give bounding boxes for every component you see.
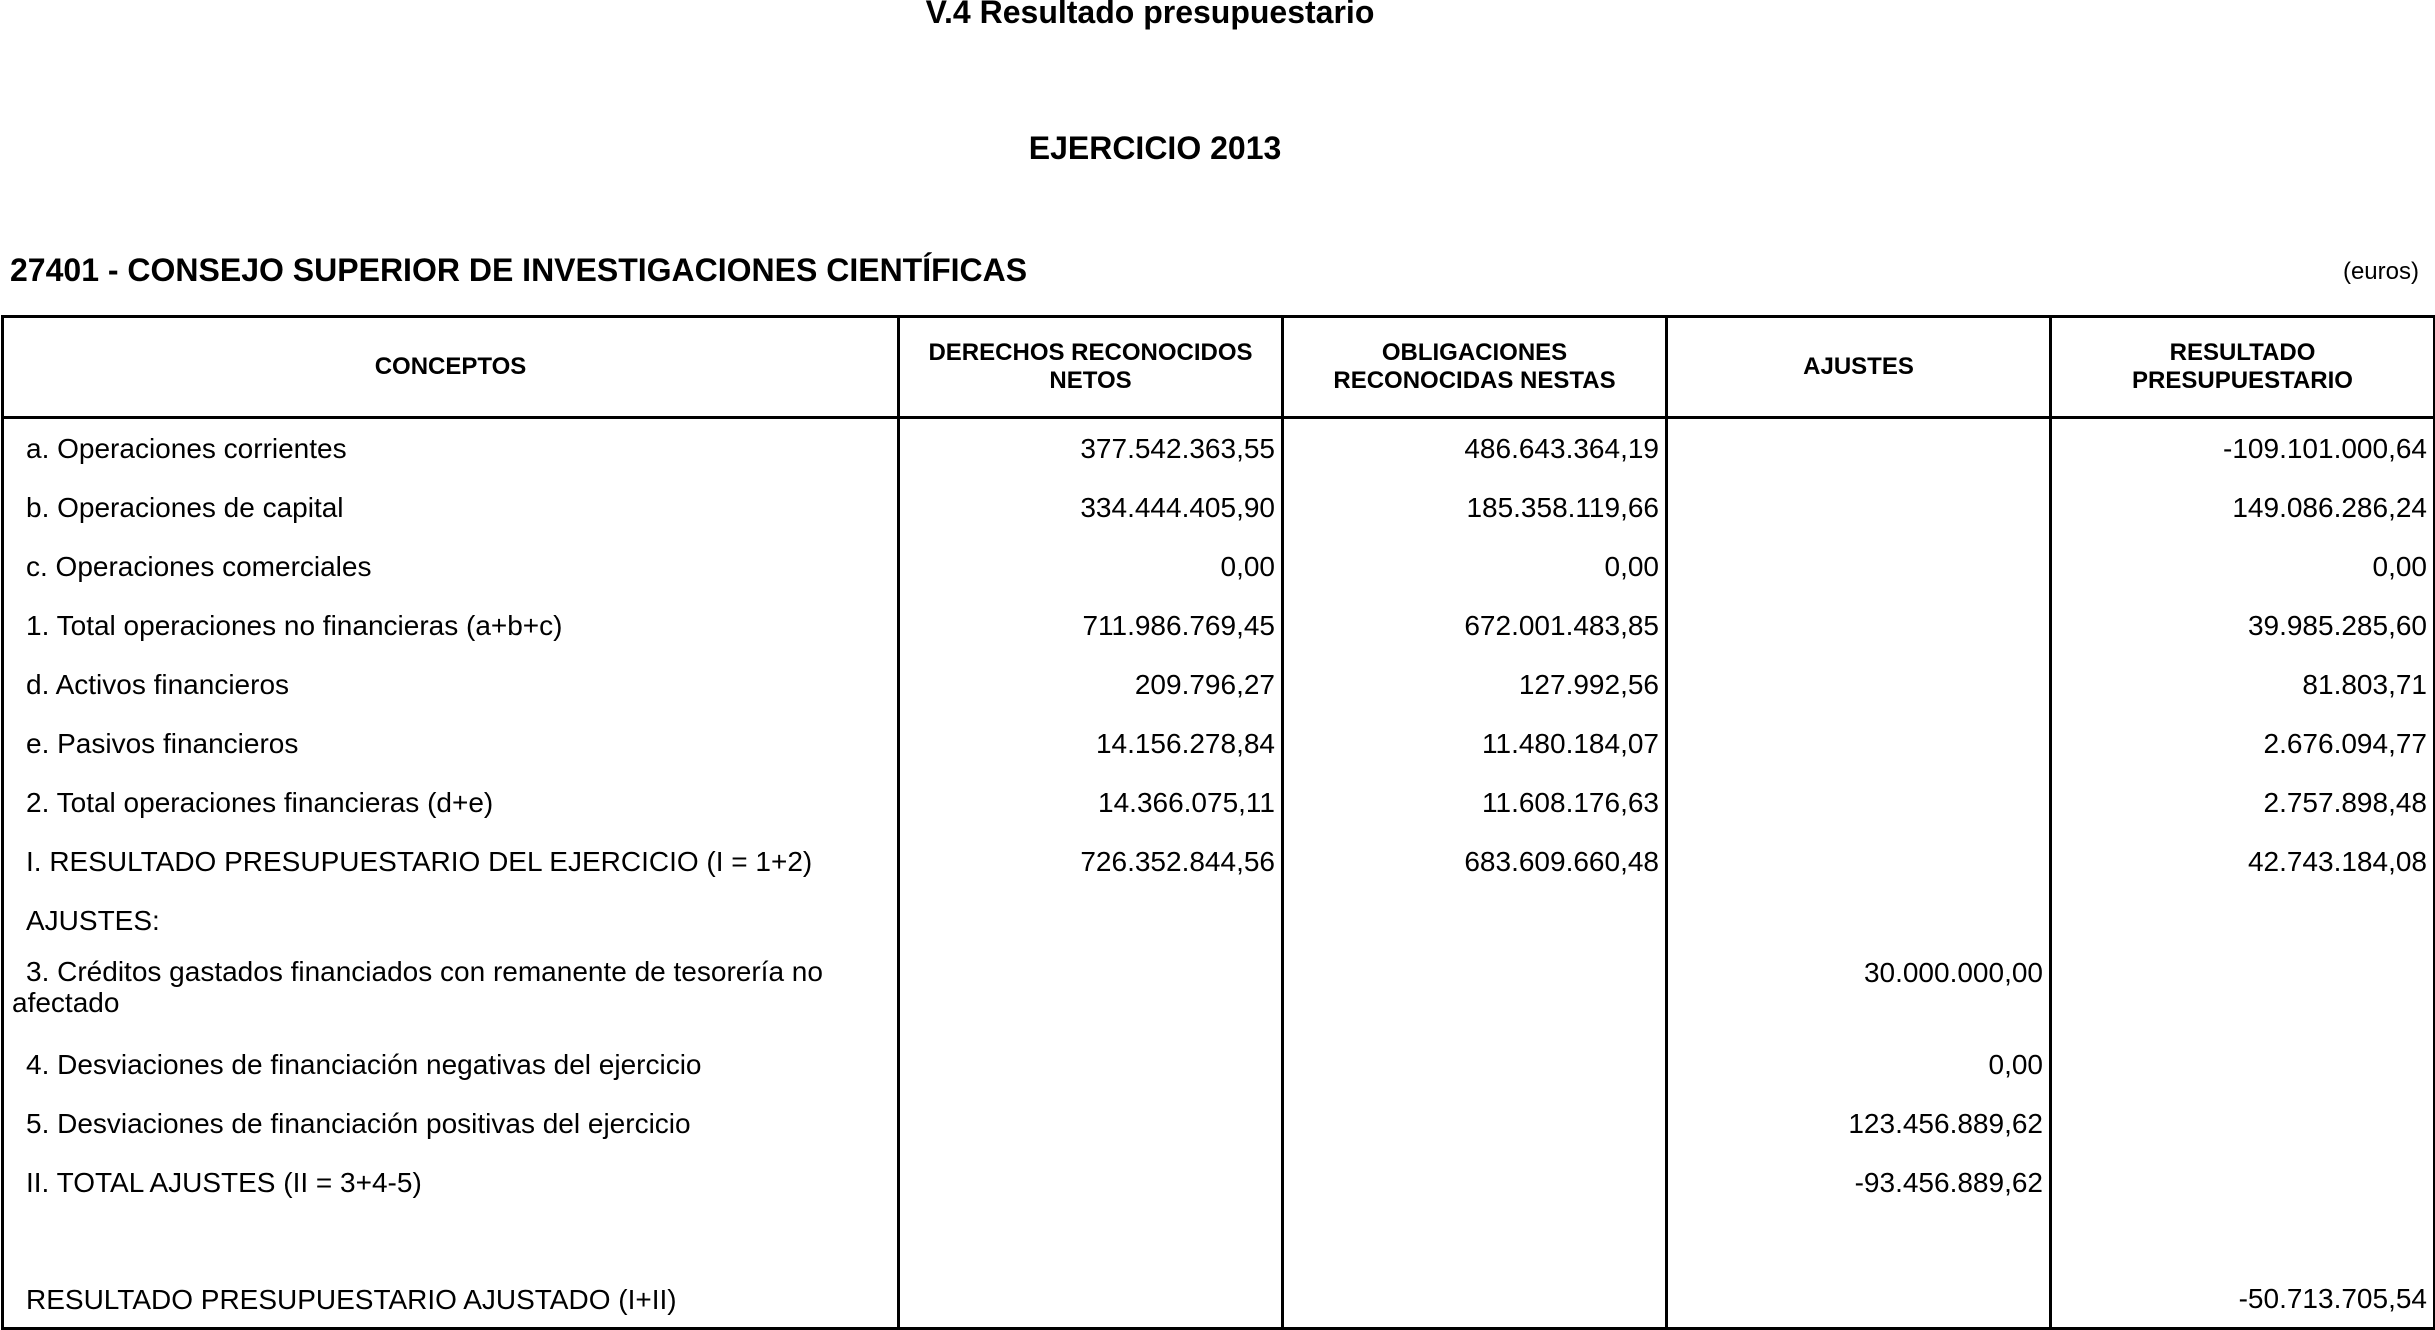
- header-obligations: [1283, 317, 1667, 418]
- adjustments-cell: [1667, 537, 2051, 596]
- concept-cell: I. RESULTADO PRESUPUESTARIO DEL EJERCICIO (I = 1+2): [3, 832, 899, 891]
- rights-cell: [899, 891, 1283, 950]
- rights-cell: 726.352.844,56: [899, 832, 1283, 891]
- adjustments-cell: [1667, 714, 2051, 773]
- rights-cell: 334.444.405,90: [899, 478, 1283, 537]
- concept-cell: AJUSTES:: [3, 891, 899, 950]
- adjustments-cell: [1667, 418, 2051, 479]
- header-concepts-label: CONCEPTOS: [374, 353, 527, 380]
- result-cell: 2.757.898,48: [2051, 773, 2435, 832]
- budget-result-table: [1, 315, 2435, 1330]
- adjustments-cell: [1667, 1212, 2051, 1271]
- adjustments-cell: [1667, 832, 2051, 891]
- section-title: V.4 Resultado presupuestario: [925, 0, 1375, 30]
- concept-cell: 3. Créditos gastados financiados con remanente de tesorería no afectado: [3, 950, 899, 1035]
- result-cell: 0,00: [2051, 537, 2435, 596]
- obligations-cell: [1283, 1035, 1667, 1094]
- obligations-cell: 0,00: [1283, 537, 1667, 596]
- obligations-cell: 672.001.483,85: [1283, 596, 1667, 655]
- concept-cell: c. Operaciones comerciales: [3, 537, 899, 596]
- table-row: [3, 714, 2435, 773]
- result-cell: [2051, 1212, 2435, 1271]
- header-rights: [899, 317, 1283, 418]
- table-row: [3, 418, 2435, 479]
- obligations-cell: [1283, 1094, 1667, 1153]
- table-row: [3, 478, 2435, 537]
- rights-cell: 14.156.278,84: [899, 714, 1283, 773]
- concept-cell: II. TOTAL AJUSTES (II = 3+4-5): [3, 1153, 899, 1212]
- concept-cell: e. Pasivos financieros: [3, 714, 899, 773]
- concept-cell: 5. Desviaciones de financiación positivas del ejercicio: [3, 1094, 899, 1153]
- result-cell: 42.743.184,08: [2051, 832, 2435, 891]
- rights-cell: 209.796,27: [899, 655, 1283, 714]
- obligations-cell: 185.358.119,66: [1283, 478, 1667, 537]
- table-row: [3, 537, 2435, 596]
- concept-cell: a. Operaciones corrientes: [3, 418, 899, 479]
- table-row: [3, 1035, 2435, 1094]
- adjustments-cell: 0,00: [1667, 1035, 2051, 1094]
- concept-cell: b. Operaciones de capital: [3, 478, 899, 537]
- concept-cell: 2. Total operaciones financieras (d+e): [3, 773, 899, 832]
- table-row: [3, 891, 2435, 950]
- adjustments-cell: [1667, 478, 2051, 537]
- rights-cell: [899, 1153, 1283, 1212]
- adjustments-cell: 123.456.889,62: [1667, 1094, 2051, 1153]
- obligations-cell: [1283, 891, 1667, 950]
- header-obligations-line1: OBLIGACIONES: [1381, 339, 1568, 366]
- concept-cell: [3, 1212, 899, 1271]
- header-obligations-line2: RECONOCIDAS NESTAS: [1333, 367, 1616, 394]
- entity-title: 27401 - CONSEJO SUPERIOR DE INVESTIGACIONES CIENTÍFICAS: [10, 252, 1028, 288]
- obligations-cell: [1283, 1212, 1667, 1271]
- header-adjustments-label: AJUSTES: [1803, 353, 1914, 380]
- table-row: [3, 1212, 2435, 1271]
- exercise-title: EJERCICIO 2013: [1028, 130, 1282, 166]
- rights-cell: [899, 950, 1283, 1035]
- table-row: [3, 773, 2435, 832]
- result-cell: -50.713.705,54: [2051, 1271, 2435, 1329]
- concept-cell: d. Activos financieros: [3, 655, 899, 714]
- table-row: [3, 596, 2435, 655]
- header-rights-line2: NETOS: [1049, 367, 1132, 394]
- rights-cell: 14.366.075,11: [899, 773, 1283, 832]
- header-adjustments: [1667, 317, 2051, 418]
- units-label: (euros): [2342, 258, 2419, 285]
- result-cell: 2.676.094,77: [2051, 714, 2435, 773]
- result-cell: [2051, 1094, 2435, 1153]
- rights-cell: [899, 1035, 1283, 1094]
- adjustments-cell: 30.000.000,00: [1667, 950, 2051, 1035]
- rights-cell: [899, 1212, 1283, 1271]
- concept-cell: 4. Desviaciones de financiación negativas del ejercicio: [3, 1035, 899, 1094]
- table-row: [3, 1094, 2435, 1153]
- header-result-line1: RESULTADO: [2169, 339, 2316, 366]
- obligations-cell: [1283, 950, 1667, 1035]
- adjustments-cell: [1667, 891, 2051, 950]
- obligations-cell: 683.609.660,48: [1283, 832, 1667, 891]
- adjustments-cell: [1667, 773, 2051, 832]
- table-row: [3, 1153, 2435, 1212]
- result-cell: 39.985.285,60: [2051, 596, 2435, 655]
- rights-cell: 711.986.769,45: [899, 596, 1283, 655]
- rights-cell: 377.542.363,55: [899, 418, 1283, 479]
- table-row: [3, 950, 2435, 1035]
- header-result-line2: PRESUPUESTARIO: [2132, 367, 2353, 394]
- adjustments-cell: [1667, 655, 2051, 714]
- obligations-cell: 127.992,56: [1283, 655, 1667, 714]
- result-cell: -109.101.000,64: [2051, 418, 2435, 479]
- table-row: [3, 655, 2435, 714]
- result-cell: [2051, 1153, 2435, 1212]
- table-header-row: [3, 317, 2435, 418]
- header-result: [2051, 317, 2435, 418]
- result-cell: 149.086.286,24: [2051, 478, 2435, 537]
- result-cell: [2051, 950, 2435, 1035]
- adjustments-cell: [1667, 596, 2051, 655]
- obligations-cell: 11.480.184,07: [1283, 714, 1667, 773]
- table-row: [3, 832, 2435, 891]
- result-cell: 81.803,71: [2051, 655, 2435, 714]
- header-concepts: [3, 317, 899, 418]
- concept-cell: 1. Total operaciones no financieras (a+b+c): [3, 596, 899, 655]
- obligations-cell: 11.608.176,63: [1283, 773, 1667, 832]
- rights-cell: 0,00: [899, 537, 1283, 596]
- obligations-cell: [1283, 1153, 1667, 1212]
- rights-cell: [899, 1094, 1283, 1153]
- adjustments-cell: -93.456.889,62: [1667, 1153, 2051, 1212]
- concept-cell: RESULTADO PRESUPUESTARIO AJUSTADO (I+II): [3, 1271, 899, 1329]
- result-cell: [2051, 891, 2435, 950]
- result-cell: [2051, 1035, 2435, 1094]
- obligations-cell: 486.643.364,19: [1283, 418, 1667, 479]
- header-rights-line1: DERECHOS RECONOCIDOS: [928, 339, 1253, 366]
